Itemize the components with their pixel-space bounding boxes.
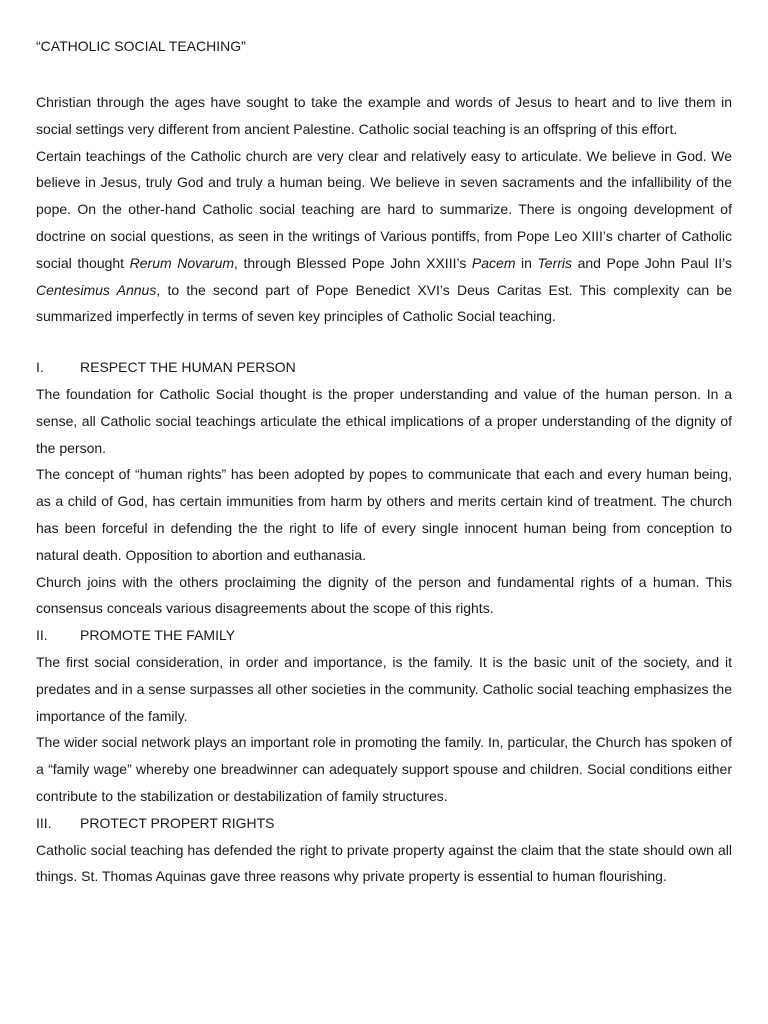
section-2-paragraph-2: The wider social network plays an important role in promoting the family. In, particular, the Church has spoken of a “family wage” whereby one breadwinner can adequately support spouse and children. Social conditions either contribute to the stabilization or destabilization of family structures. <box>36 734 732 804</box>
intro-text: and Pope John Paul II’s <box>572 254 732 271</box>
section-heading-text: PROMOTE THE FAMILY <box>80 627 236 644</box>
section-heading-text: RESPECT THE HUMAN PERSON <box>80 359 296 376</box>
spacer <box>36 330 732 354</box>
intro-italic-pacem: Pacem <box>471 254 516 271</box>
intro-paragraph-1: Christian through the ages have sought to take the example and words of Jesus to heart and to live them in social settings very different from ancient Palestine. Catholic social teaching is an offspring of this effort. <box>36 94 732 137</box>
section-heading-text: PROTECT PROPERT RIGHTS <box>80 814 275 831</box>
section-2-paragraph-1: The first social consideration, in order and importance, is the family. It is the basic unit of the society, and it predates and in a sense surpasses all other societies in the community. Catholic social teaching emphasizes the importance of the family. <box>36 653 732 724</box>
section-1-paragraph-2: The concept of “human rights” has been adopted by popes to communicate that each and every human being, as a child of God, has certain immunities from harm by others and merits certain kind of treatment. The church has been forceful in defending the the right to life of every single innocent human being from conception to natural death. Opposition to abortion and euthanasia. <box>36 466 732 563</box>
intro-italic-terris: Terris <box>537 254 573 271</box>
intro-italic-rerum-novarum: Rerum Novarum <box>129 254 235 271</box>
intro-text: , to the second part of Pope Benedict XVI’s Deus Caritas Est. This complexity can be summarized imperfectly in terms of seven key principles of Catholic Social teaching. <box>36 281 732 325</box>
section-1-paragraph-3: Church joins with the others proclaiming the dignity of the person and fundamental rights of a human. This consensus conceals various disagreements about the scope of this rights. <box>36 573 732 617</box>
section-number: I. <box>36 359 44 376</box>
section-3-paragraph-1: Catholic social teaching has defended the right to private property against the claim that the state should own all things. St. Thomas Aquinas gave three reasons why private property is essential to human flourishing. <box>36 841 732 885</box>
section-heading-2 <box>36 622 732 649</box>
intro-text: in <box>515 254 538 271</box>
intro-text: , through Blessed Pope John XXIII’s <box>234 254 472 271</box>
intro-italic-centesimus-annus: Centesimus Annus <box>36 281 157 298</box>
intro-paragraph-2 <box>36 143 732 331</box>
section-number: III. <box>36 814 52 831</box>
intro-text: Certain teachings of the Catholic church are very clear and relatively easy to articulate. We believe in God. We believe in Jesus, truly God and truly a human being. We believe in seven sacraments and the infallibility of the pope. On the other-hand Catholic social teaching are hard to summarize. There is ongoing development of doctrine on social questions, as seen in the writings of Various pontiffs, from Pope Leo XIII’s charter of Catholic social thought <box>36 147 732 271</box>
spacer <box>36 56 732 89</box>
document-title: “CATHOLIC SOCIAL TEACHING” <box>36 38 246 54</box>
section-number: II. <box>36 627 48 644</box>
section-heading-1 <box>36 354 732 381</box>
section-heading-3 <box>36 810 732 837</box>
section-1-paragraph-1: The foundation for Catholic Social thought is the proper understanding and value of the human person. In a sense, all Catholic social teachings articulate the ethical implications of a proper understanding of the dignity of the person. <box>36 385 732 456</box>
